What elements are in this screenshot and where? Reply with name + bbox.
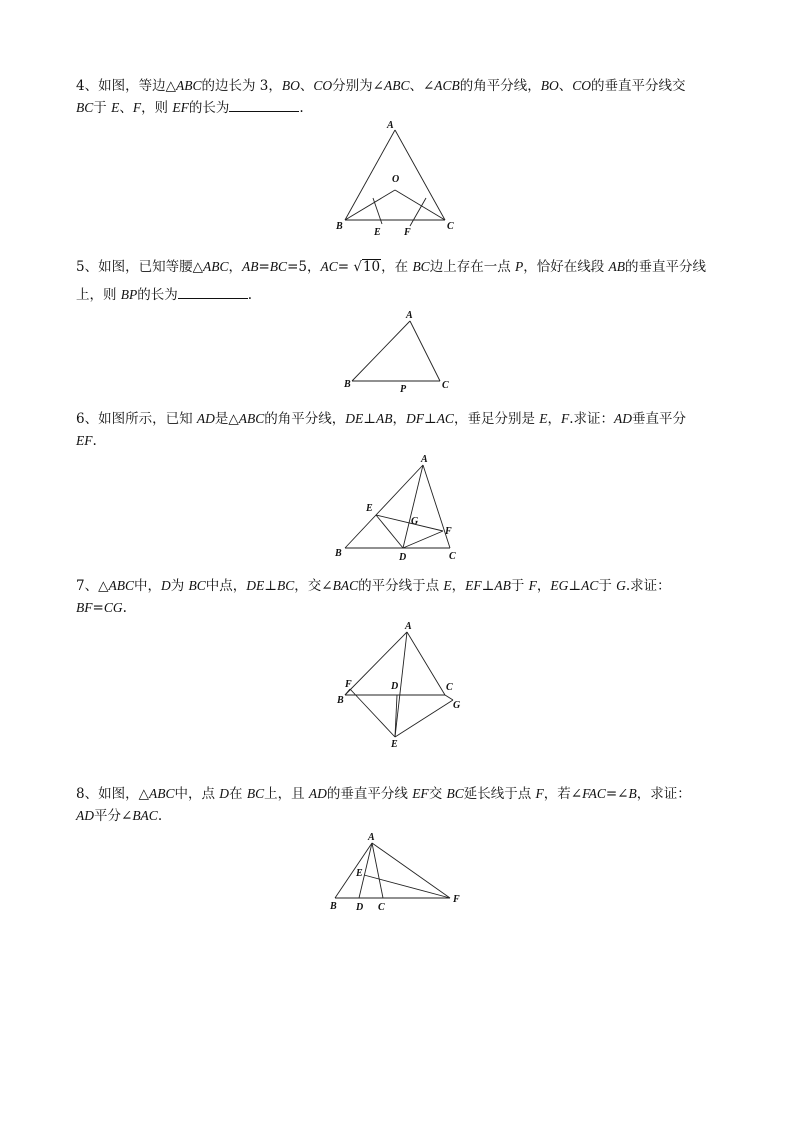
point-label-C: C <box>378 902 385 913</box>
answer-blank[interactable] <box>229 97 299 112</box>
segment-AC <box>372 843 383 898</box>
point-label-B: B <box>336 221 343 232</box>
point-label-D: D <box>391 681 399 692</box>
point-label-B: B <box>344 379 351 390</box>
point-label-G: G <box>411 516 419 527</box>
segment-DF <box>403 531 443 548</box>
segment-AB <box>335 843 372 898</box>
point-label-C: C <box>446 682 453 693</box>
point-label-F: F <box>404 227 411 238</box>
point-label-A: A <box>406 310 413 321</box>
point-label-A: A <box>387 120 394 131</box>
figure-problem-4 <box>336 120 470 245</box>
problem-7: 7、△ABC中，D为 BC中点，DE⊥BC，交∠BAC的平分线于点 E，EF⊥AB于 F，EG⊥AC于 G.求证： BF=CG. <box>76 578 671 616</box>
segment-CG <box>445 695 453 700</box>
point-label-B: B <box>335 548 342 559</box>
point-label-O: O <box>392 174 400 185</box>
point-label-P: P <box>400 384 407 395</box>
problem-8: 8、如图，△ABC中，点 D在 BC上，且 AD的垂直平分线 EF交 BC延长线于点 F，若∠FAC=∠B，求证： AD平分∠BAC. <box>76 786 691 824</box>
point-label-C: C <box>447 221 454 232</box>
segment-AF <box>372 843 450 898</box>
point-label-A: A <box>368 832 375 843</box>
point-label-B: B <box>337 695 344 706</box>
sqrt-radicand: 10 <box>362 259 381 275</box>
problem-5: 5、如图，已知等腰△ABC，AB=BC=5，AC= √10，在 BC边上存在一点 P，恰好在线段 AB的垂直平分线 上，则 BP的长为 . <box>76 259 707 303</box>
segment-EF <box>350 689 395 737</box>
point-label-E: E <box>366 503 373 514</box>
segment-AC <box>395 130 445 220</box>
point-label-A: A <box>421 454 428 465</box>
segment-AD <box>403 465 423 548</box>
point-label-F: F <box>453 894 460 905</box>
segment-EF <box>376 515 443 531</box>
point-label-E: E <box>356 868 363 879</box>
sqrt-symbol: √ <box>353 259 362 275</box>
point-label-F: F <box>345 679 352 690</box>
segment-AC <box>410 321 440 381</box>
point-label-C: C <box>449 551 456 562</box>
segment-AB <box>352 321 410 381</box>
problem-6: 6、如图所示，已知 AD是△ABC的角平分线，DE⊥AB，DF⊥AC，垂足分别是 E，F.求证：AD垂直平分 EF. <box>76 411 687 449</box>
figure-problem-6 <box>333 454 463 565</box>
point-label-D: D <box>399 552 407 563</box>
segment-AC <box>407 632 445 695</box>
point-label-E: E <box>374 227 381 238</box>
point-label-F: F <box>445 526 452 537</box>
point-label-G: G <box>453 700 461 711</box>
figure-problem-7 <box>333 621 468 757</box>
point-label-B: B <box>330 901 337 912</box>
answer-blank[interactable] <box>178 284 248 299</box>
segment-DE <box>376 515 403 548</box>
segment-AB <box>345 465 423 548</box>
point-label-C: C <box>442 380 449 391</box>
segment-AB <box>345 130 395 220</box>
segment-EG <box>395 700 453 737</box>
point-label-A: A <box>405 621 412 632</box>
segment-OC <box>395 190 445 220</box>
point-label-D: D <box>356 902 364 913</box>
segment-EF <box>364 875 450 898</box>
problem-4: 4、如图，等边△ABC的边长为 3，BO、CO分别为∠ABC、∠ACB的角平分线，BO、CO的垂直平分线交 BC于 E、F，则 EF的长为 . <box>76 78 686 116</box>
segment-F1F2 <box>410 198 426 226</box>
figure-problem-8 <box>330 832 470 923</box>
segment-BO <box>345 190 395 220</box>
point-label-E: E <box>391 739 398 750</box>
figure-problem-5 <box>340 310 460 401</box>
